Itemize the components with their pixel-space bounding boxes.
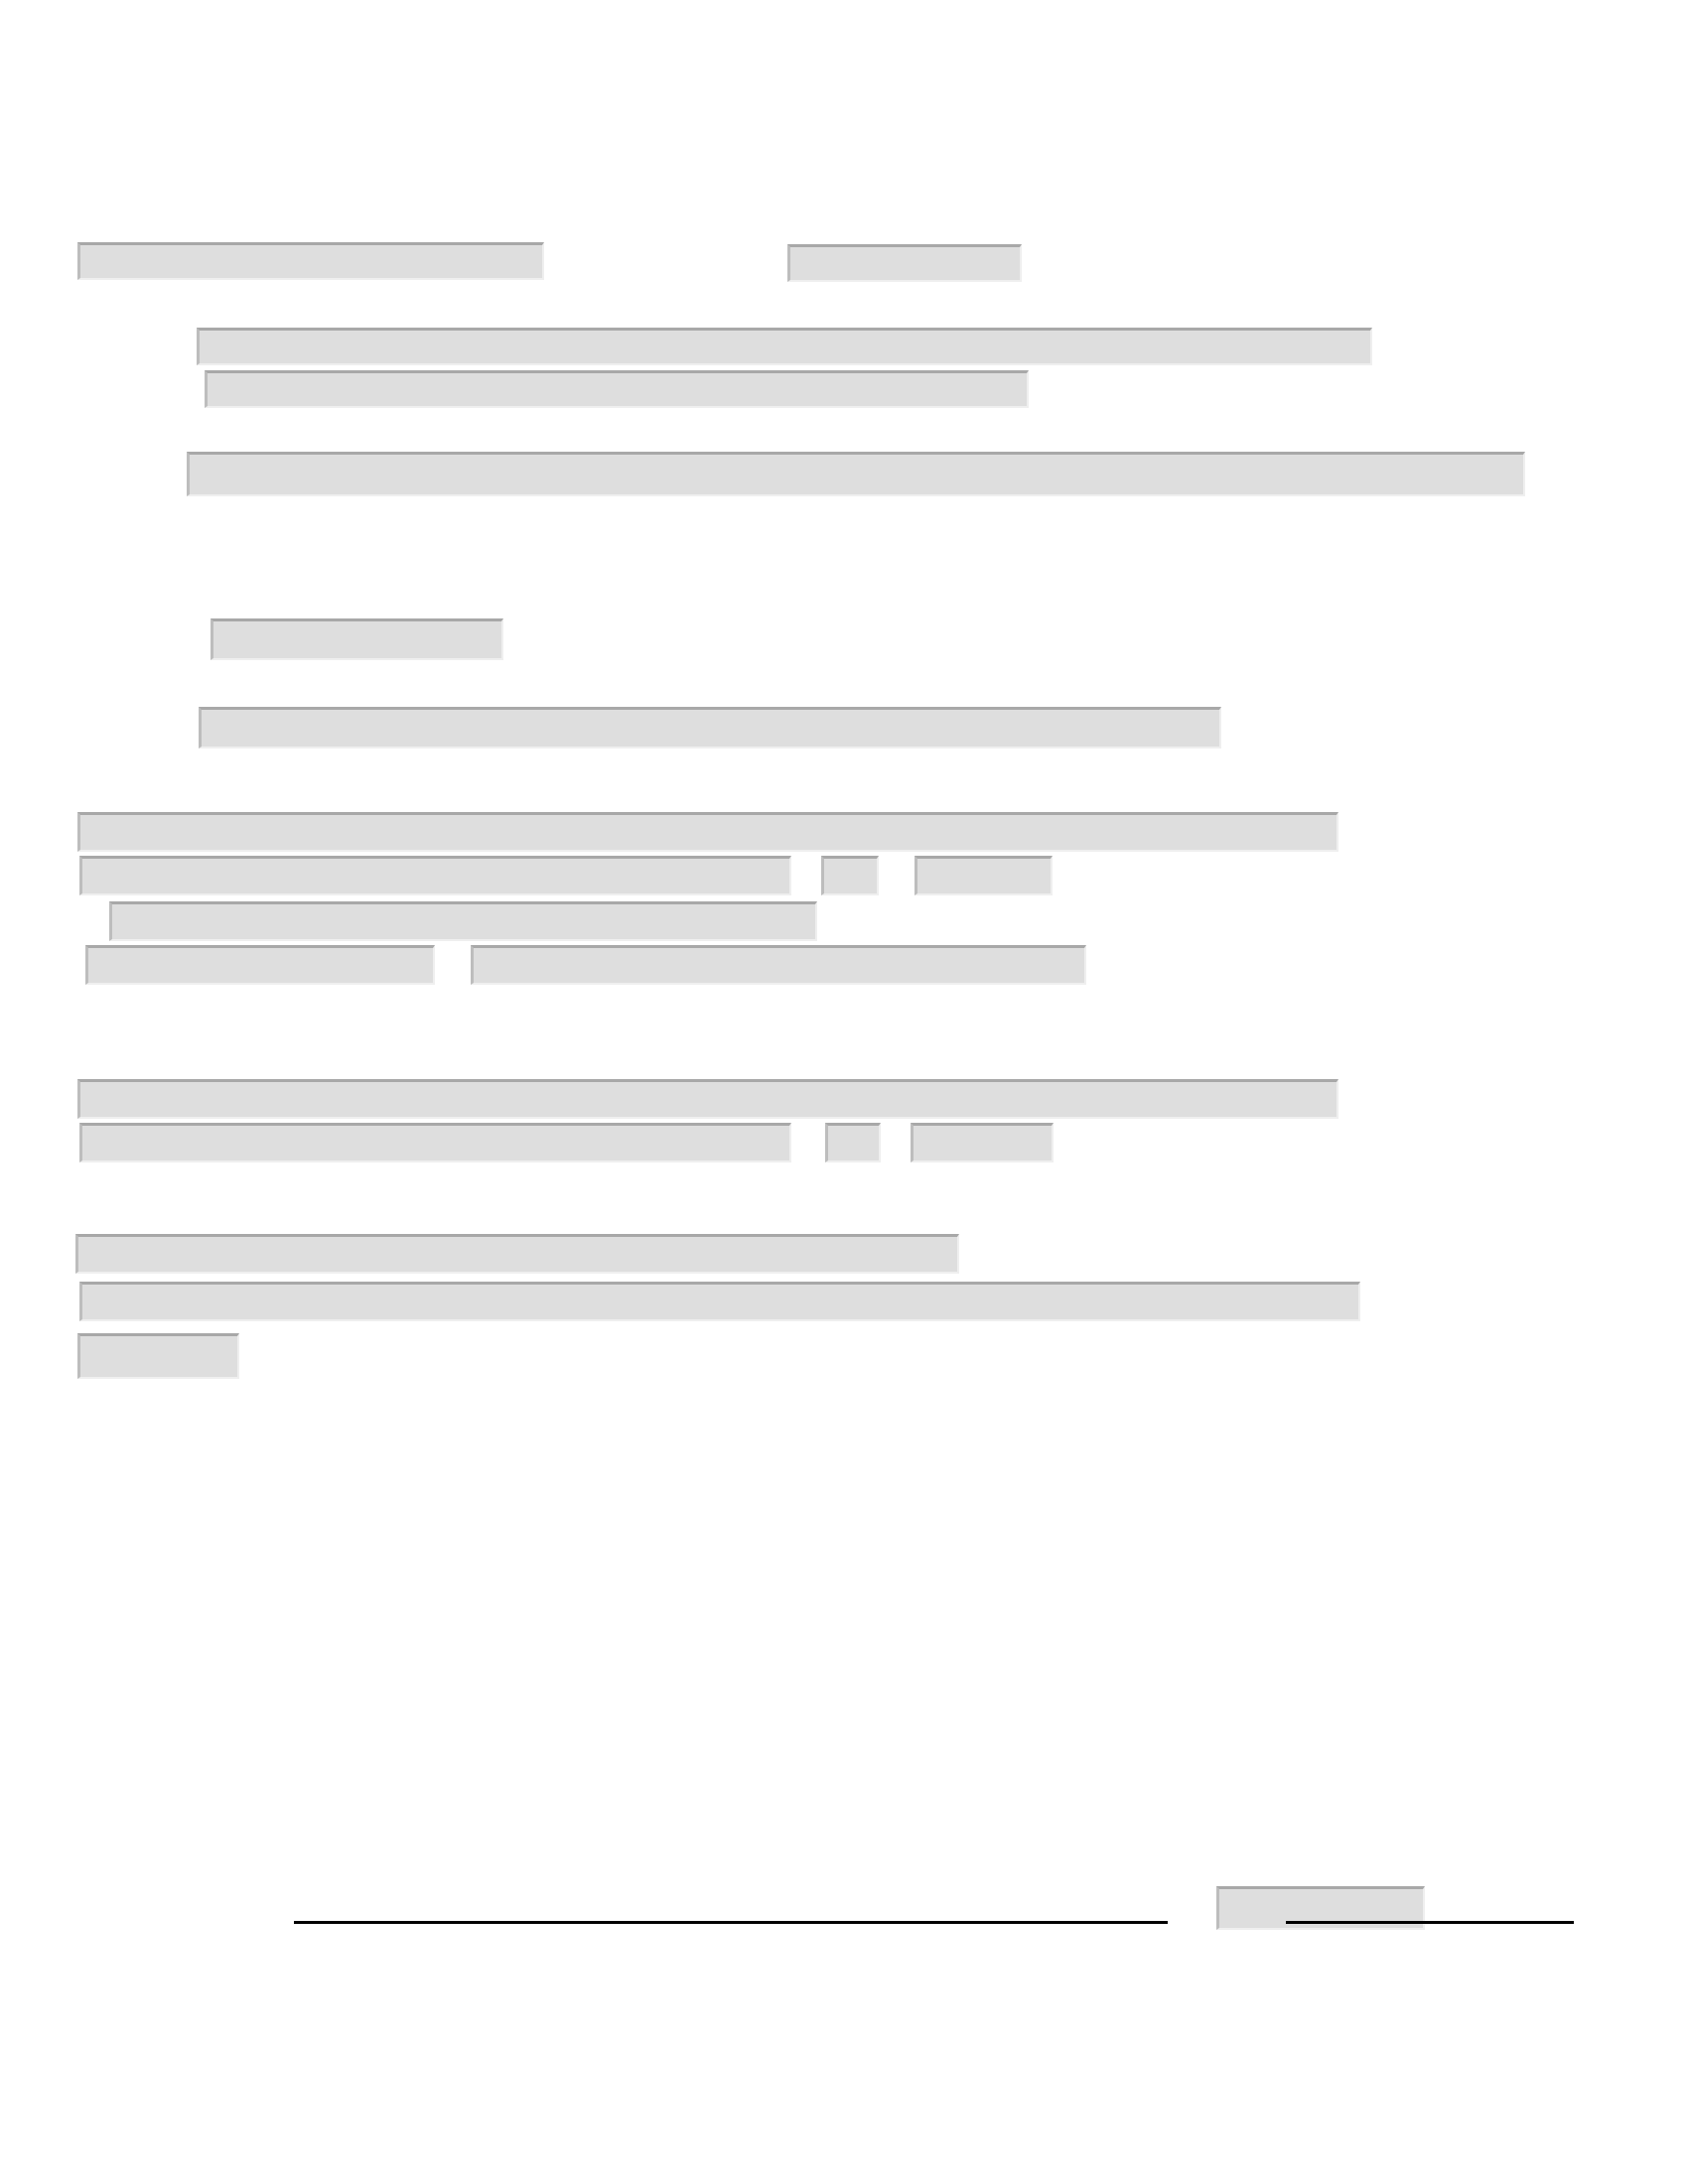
part7-zip-input[interactable] <box>911 1123 1054 1162</box>
bank-name-input[interactable] <box>79 1282 1360 1321</box>
intern-end-date-input[interactable] <box>787 244 1022 282</box>
part3-heading-row <box>68 518 187 548</box>
part6-city-row <box>68 856 1053 895</box>
part7-street-input[interactable] <box>77 1079 1338 1119</box>
part2-heading-row <box>68 419 193 449</box>
part6-email-input[interactable] <box>471 945 1086 985</box>
part4-row <box>68 618 503 660</box>
type-of-vendor-row <box>60 242 544 280</box>
part8-owner-row <box>68 1234 959 1274</box>
part6-phone-row <box>68 945 1086 985</box>
part9-heading-row <box>68 1511 185 1541</box>
part6-heading-row <box>68 766 205 796</box>
part7-heading-row <box>68 1029 205 1059</box>
sam-uei-input[interactable] <box>211 618 503 660</box>
part8-account-type-row <box>68 1333 271 1379</box>
part1-heading-row <box>68 288 187 318</box>
intern-vendor-row <box>779 244 1022 282</box>
account-number-label-row <box>68 1402 75 1432</box>
business-name-input[interactable] <box>187 452 1525 496</box>
part6-city-input[interactable] <box>79 856 791 895</box>
tin-row <box>187 558 290 588</box>
part7-city-row <box>68 1123 1054 1162</box>
payee-name-input[interactable] <box>197 328 1372 365</box>
part8-bank-row <box>68 1282 1360 1321</box>
type-of-vendor-input[interactable] <box>77 242 544 280</box>
part6-state-input[interactable] <box>821 856 879 895</box>
account-type-input[interactable] <box>77 1333 239 1379</box>
part7-street-row <box>68 1079 1338 1119</box>
part6-street-input[interactable] <box>77 812 1338 852</box>
part7-state-input[interactable] <box>825 1123 881 1162</box>
part8-heading-row <box>68 1186 185 1216</box>
date-line[interactable] <box>1286 1921 1574 1924</box>
part6-contact-name-input[interactable] <box>109 901 817 941</box>
part6-zip-input[interactable] <box>914 856 1053 895</box>
part6-phone-input[interactable] <box>85 945 435 985</box>
part6-street-row <box>68 812 1338 852</box>
part1-line2-row <box>68 370 1029 408</box>
part6-poc-row <box>68 901 817 941</box>
signature-line[interactable] <box>294 1921 1168 1924</box>
part5-heading-row <box>68 667 187 697</box>
additional-payee-input[interactable] <box>205 370 1029 408</box>
tax-classification-input[interactable] <box>199 707 1221 749</box>
owner-name-input[interactable] <box>75 1234 959 1274</box>
part1-line1-row <box>68 328 1372 365</box>
part7-city-input[interactable] <box>79 1123 791 1162</box>
